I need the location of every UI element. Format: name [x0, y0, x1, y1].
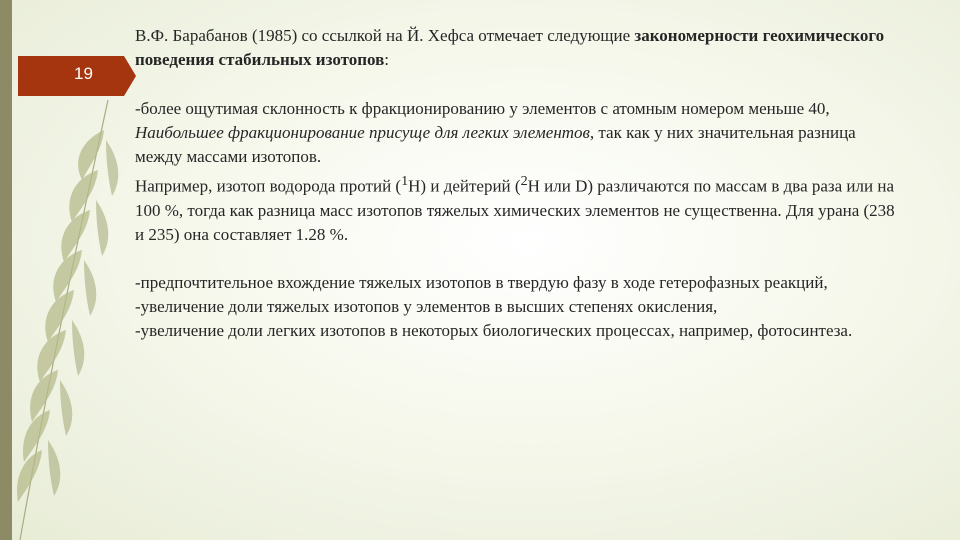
intro-bold-term: закономерности геохимического поведения стабильных изотопов — [135, 26, 885, 69]
left-decor-bar — [0, 0, 12, 540]
leaf-decoration-icon — [12, 100, 124, 540]
block2-item3: -увеличение доли легких изотопов в некоторых биологических процессах, например, фотосинтеза. — [135, 320, 853, 340]
block1-italic: Наибольшее фракционирование присуще для легких элементов — [135, 123, 590, 142]
block1-line1: -более ощутимая склонность к фракционированию у элементов с атомным номером меньше 40, — [135, 99, 830, 118]
superscript-1: 1 — [401, 173, 409, 189]
block2-item2: -увеличение доли тяжелых изотопов у элементов в высших степенях окисления, — [135, 296, 718, 316]
superscript-2: 2 — [520, 173, 528, 189]
block1-example: Например, изотоп водорода протий ($^1$H) и дейтерий ($^2$H или D) различаются по массам в два раза или на 100 %, тогда как разница масс изотопов тяжелых химических элементов не существенна. Для урана (238 и 235) она составляет 1.28 %. — [135, 173, 895, 244]
intro-paragraph — [135, 24, 905, 72]
intro-tail: : — [384, 50, 390, 69]
slide-number: 19 — [74, 64, 93, 83]
block2-item1: -предпочтительное вхождение тяжелых изотопов в твердую фазу в ходе гетерофазных реакций, — [135, 272, 828, 292]
block1-italic-paragraph — [135, 121, 905, 169]
slide-content — [135, 24, 905, 343]
slide-number-tab — [18, 56, 124, 96]
intro-lead: В.Ф. Барабанов (1985) со ссылкой на Й. Хефса отмечает следующие — [135, 26, 635, 45]
block1-after-italic: , так как у них значительная разница между массами изотопов. — [135, 123, 856, 166]
